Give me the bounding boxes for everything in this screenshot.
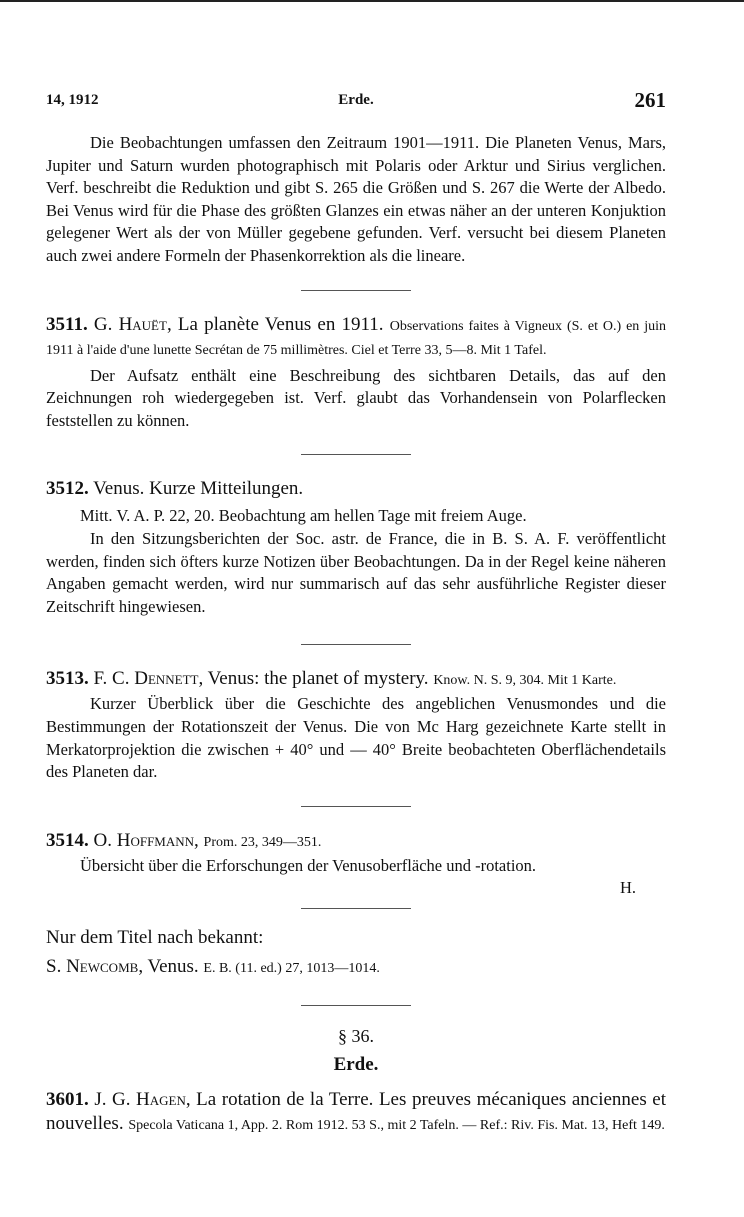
title-only-section [46, 925, 666, 979]
entry-citation: E. B. (11. ed.) 27, 1013—1014. [203, 960, 380, 976]
entry-heading [46, 829, 666, 853]
entry-body: Kurzer Überblick über die Geschichte des angeblichen Venusmondes und die Bestimmungen der Rotationszeit der Venus. Die von Mc Harg gezeichnete Karte stellt in Merkatorprojektion die zwischen + 40° und — 40° Breite beobachteten Oberflächendetails des Planeten dar. [46, 694, 666, 782]
reviewer-signature: H. [619, 878, 636, 898]
entry-heading [46, 313, 666, 361]
entry-title: , Venus. [138, 955, 199, 977]
section-mark: § 36. [338, 1025, 374, 1046]
entry-title: Venus. Kurze Mitteilungen. [93, 478, 304, 500]
entry-title: , La planète Venus en 1911. [166, 313, 384, 335]
page-number: 261 [634, 88, 666, 112]
entry-body: In den Sitzungsberichten der Soc. astr. de France, die in B. S. A. F. veröffentlicht werden, finden sich öfters kurze Notizen über Beobachtungen. Da in der Regel keine näheren Angaben gemacht werden, wird nur summarisch auf das sehr ausführliche Register dieser Zeitschrift hingewiesen. [46, 528, 666, 616]
title-only-heading: Nur dem Titel nach bekannt: [46, 926, 264, 948]
entry-heading [46, 1088, 666, 1136]
entry-number: 3512. [46, 478, 89, 500]
entry-citation: Mitt. V. A. P. 22, 20. Beobachtung am hellen Tage mit freiem Auge. [80, 506, 527, 526]
entry-title: , [194, 829, 199, 851]
entry-body: Übersicht über die Erforschungen der Venusoberfläche und -rotation. [80, 855, 537, 875]
volume-year: 14, 1912 [46, 92, 99, 108]
entry-body: Der Aufsatz enthält eine Beschreibung des sichtbaren Details, das auf den Zeichnungen roh wiedergegeben ist. Verf. glaubt das Vorhandensein von Polarflecken feststellen zu können. [46, 365, 666, 430]
author-initial: S. [46, 955, 62, 977]
entry-number: 3514. [46, 829, 89, 851]
entry-3513 [46, 667, 666, 783]
separator [301, 1005, 411, 1006]
section-title: Erde. [333, 1053, 379, 1075]
entry-3512 [46, 477, 666, 618]
entry-citation: Specola Vaticana 1, App. 2. Rom 1912. 53 S., mit 2 Tafeln. — Ref.: Riv. Fis. Mat. 13, Heft 149. [128, 1117, 665, 1133]
intro-paragraph: Die Beobachtungen umfassen den Zeitraum 1901—1911. Die Planeten Venus, Mars, Jupiter und Saturn wurden photographisch mit Polaris oder Arktur und Sirius verglichen. Verf. beschreibt die Reduktion und gibt S. 265 die Größen und S. 267 die Werte der Albedo. Bei Venus wird für die Phase des größten Glanzes ein etwas näher an der unteren Konjuktion gelegener Wert als der von Müller gegebene gefunden. Verf. versucht bei diesem Planeten auch zwei andere Formeln der Phasenkorrektion als die lineare. [46, 133, 666, 265]
entry-number: 3511. [46, 313, 88, 335]
top-rule [0, 0, 744, 2]
entry-3511 [46, 313, 666, 433]
entry-citation: Observations faites à Vigneux (S. et O.) en juin 1911 à l'aide d'une lunette Secrétan de 75 millimètres. Ciel et Terre 33, 5—8. Mit 1 Tafel. [46, 318, 667, 358]
entry-heading [46, 477, 666, 501]
entry-3601 [46, 1088, 666, 1136]
entry-citation: Prom. 23, 349—351. [203, 834, 322, 850]
title-only-entry [46, 954, 666, 979]
author-initial: O. [93, 829, 112, 851]
author-initial: F. C. [93, 668, 130, 690]
author-name: Dennett [134, 668, 199, 690]
entry-heading [46, 667, 666, 691]
running-header [46, 88, 666, 114]
entry-title: , Venus: the planet of mystery. [198, 668, 429, 690]
entry-citation: Know. N. S. 9, 304. Mit 1 Karte. [433, 673, 617, 689]
entry-number: 3513. [46, 668, 89, 690]
author-name: Hagen [136, 1088, 186, 1110]
running-title: Erde. [338, 92, 374, 108]
author-initial: J. G. [94, 1088, 131, 1110]
entry-3514 [46, 829, 666, 900]
entry-number: 3601. [46, 1088, 89, 1110]
author-name: Newcomb [66, 955, 139, 977]
author-initial: G. [93, 313, 113, 335]
author-name: Hauët [118, 313, 167, 335]
author-name: Hoffmann [116, 829, 195, 851]
entry-title: , La rotation de la Terre. Les preuves mécaniques anciennes et nouvelles. [46, 1088, 666, 1134]
page [46, 88, 666, 1136]
